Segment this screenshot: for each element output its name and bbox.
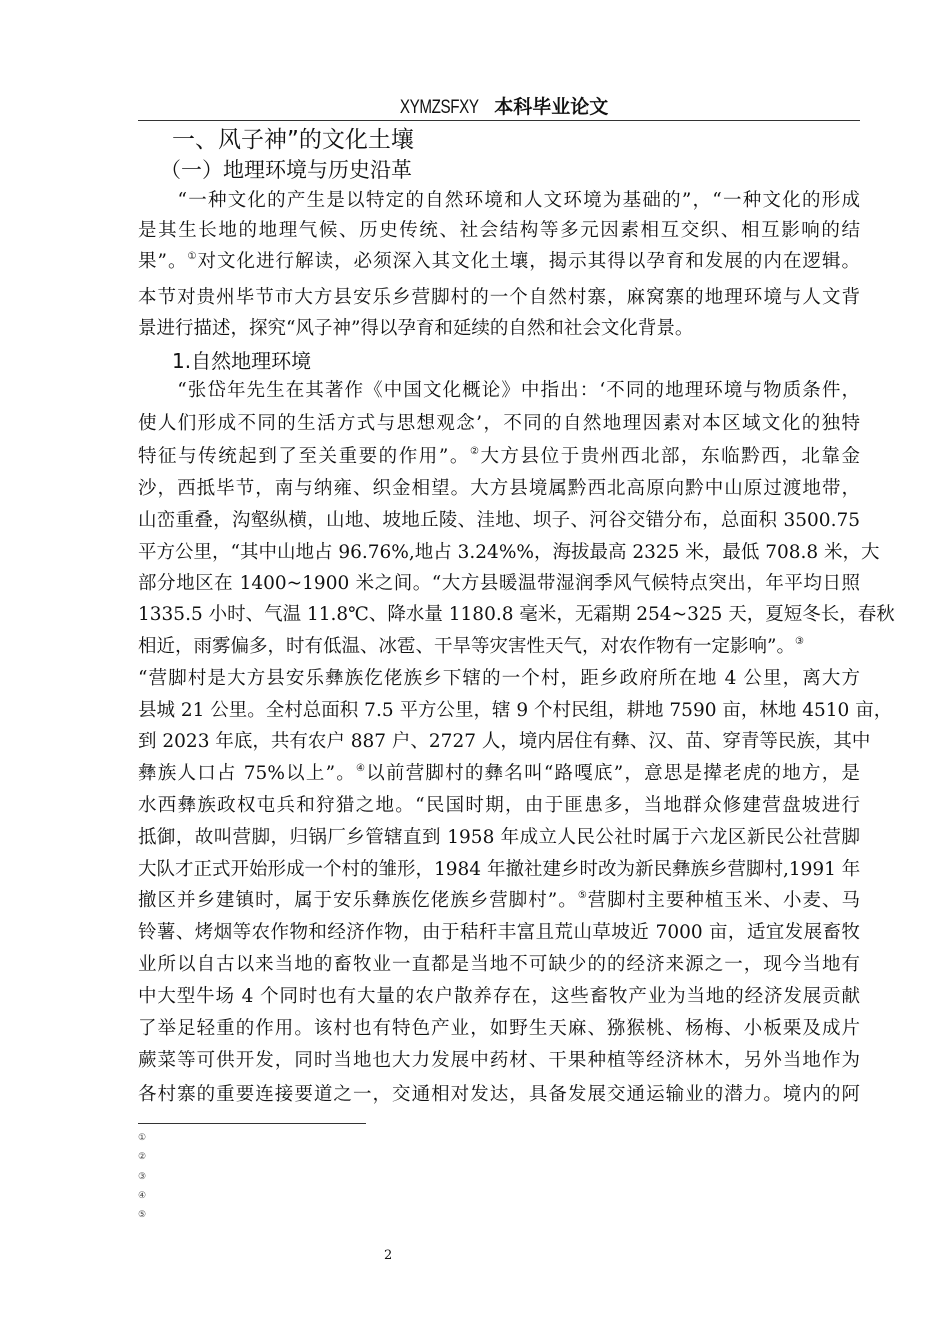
text-line: 撤区并乡建镇时，属于安乐彝族仡佬族乡营脚村”。⑤营脚村主要种植玉米、小麦、马: [138, 890, 860, 911]
text-line: 业所以自古以来当地的畜牧业一直都是当地不可缺少的的经济来源之一，现今当地有: [138, 954, 860, 975]
footnote-marker: ①: [138, 1133, 147, 1143]
text-line: 蕨菜等可供开发，同时当地也大力发展中药材、干果种植等经济林木，另外当地作为: [138, 1050, 860, 1071]
footnote-marker: ③: [138, 1172, 147, 1182]
chapter-heading: 一、风子神”的文化土壤: [172, 127, 414, 153]
header-school-code: XYMZSFXY: [399, 97, 479, 118]
footnote-reference[interactable]: ②: [469, 446, 481, 457]
header-rule: [138, 120, 860, 121]
text-line: 1335.5 小时、气温 11.8℃、降水量 1180.8 毫米，无霜期 254~325 天，夏短冬长，春秋: [138, 604, 895, 625]
text-line: “一种文化的产生是以特定的自然环境和人文环境为基础的”，“一种文化的形成: [138, 190, 860, 211]
text-line: 景进行描述，探究“风子神”得以孕育和延续的自然和社会文化背景。: [138, 318, 694, 339]
text-line: 使人们形成不同的生活方式与思想观念’，不同的自然地理因素对本区域文化的独特: [138, 413, 860, 434]
text-line: 各村寨的重要连接要道之一，交通相对发达，具备发展交通运输业的潜力。境内的阿: [138, 1084, 860, 1105]
text-line: 铃薯、烤烟等农作物和经济作物，由于秸秆丰富且荒山草坡近 7000 亩，适宜发展畜牧: [138, 922, 860, 943]
text-line: 果”。①对文化进行解读，必须深入其文化土壤，揭示其得以孕育和发展的内在逻辑。: [138, 251, 860, 272]
section-heading: （一）地理环境与历史沿革: [160, 158, 412, 182]
text-line: 相近，雨雾偏多，时有低温、冰雹、干旱等灾害性天气，对农作物有一定影响”。③: [138, 636, 804, 657]
footnote-separator: [138, 1123, 366, 1124]
text-line: 沙，西抵毕节，南与纳雍、织金相望。大方县境属黔西北高原向黔中山原过渡地带，: [138, 478, 860, 499]
text-line: 了举足轻重的作用。该村也有特色产业，如野生天麻、猕猴桃、杨梅、小板栗及成片: [138, 1018, 860, 1039]
running-header: [138, 95, 860, 120]
text-line: 中大型牛场 4 个同时也有大量的农户散养存在，这些畜牧产业为当地的经济发展贡献: [138, 986, 860, 1007]
footnote-reference[interactable]: ⑤: [577, 890, 588, 901]
page-number: 2: [384, 1248, 393, 1263]
header-title: 本科毕业论文: [494, 96, 609, 118]
text-line: 山峦重叠，沟壑纵横，山地、坡地丘陵、洼地、坝子、河谷交错分布，总面积 3500.75: [138, 510, 860, 531]
text-line: 彝族人口占 75%以上”。④以前营脚村的彝名叫“路嘎底”，意思是撵老虎的地方，是: [138, 763, 860, 784]
text-line: “张岱年先生在其著作《中国文化概论》中指出：‘不同的地理环境与物质条件，: [138, 380, 860, 401]
text-line: 特征与传统起到了至关重要的作用”。②大方县位于贵州西北部，东临黔西，北靠金: [138, 446, 860, 467]
text-line: 抵御，故叫营脚，归锅厂乡管辖直到 1958 年成立人民公社时属于六龙区新民公社营脚: [138, 827, 860, 848]
footnote-reference[interactable]: ①: [187, 251, 198, 262]
text-line: 县城 21 公里。全村总面积 7.5 平方公里，辖 9 个村民组，耕地 7590 亩，林地 4510 亩，: [138, 700, 893, 721]
text-line: 是其生长地的地理气候、历史传统、社会结构等多元因素相互交织、相互影响的结: [138, 220, 860, 241]
text-line: 本节对贵州毕节市大方县安乐乡营脚村的一个自然村寨，麻窝寨的地理环境与人文背: [138, 287, 860, 308]
text-line: 水西彝族政权屯兵和狩猎之地。“民国时期，由于匪患多，当地群众修建营盘坡进行: [138, 795, 860, 816]
subsection-heading: 1.自然地理环境: [172, 349, 312, 373]
footnote-marker: ④: [138, 1191, 147, 1201]
footnote-reference[interactable]: ④: [356, 763, 367, 774]
footnote-reference[interactable]: ③: [794, 636, 804, 647]
footnote-marker: ②: [138, 1152, 147, 1162]
text-line: “营脚村是大方县安乐彝族仡佬族乡下辖的一个村，距乡政府所在地 4 公里，离大方: [138, 668, 860, 689]
text-line: 部分地区在 1400~1900 米之间。“大方县暖温带湿润季风气候特点突出，年平均日照: [138, 573, 860, 594]
text-line: 大队才正式开始形成一个村的雏形，1984 年撤社建乡时改为新民彝族乡营脚村,1991 年: [138, 859, 861, 880]
text-line: 到 2023 年底，共有农户 887 户、2727 人，境内居住有彝、汉、苗、穿青等民族，其中: [138, 731, 871, 752]
footnote-marker: ⑤: [138, 1210, 147, 1220]
text-line: 平方公里，“其中山地占 96.76%,地占 3.24%%，海拔最高 2325 米，最低 708.8 米，大: [138, 542, 880, 563]
